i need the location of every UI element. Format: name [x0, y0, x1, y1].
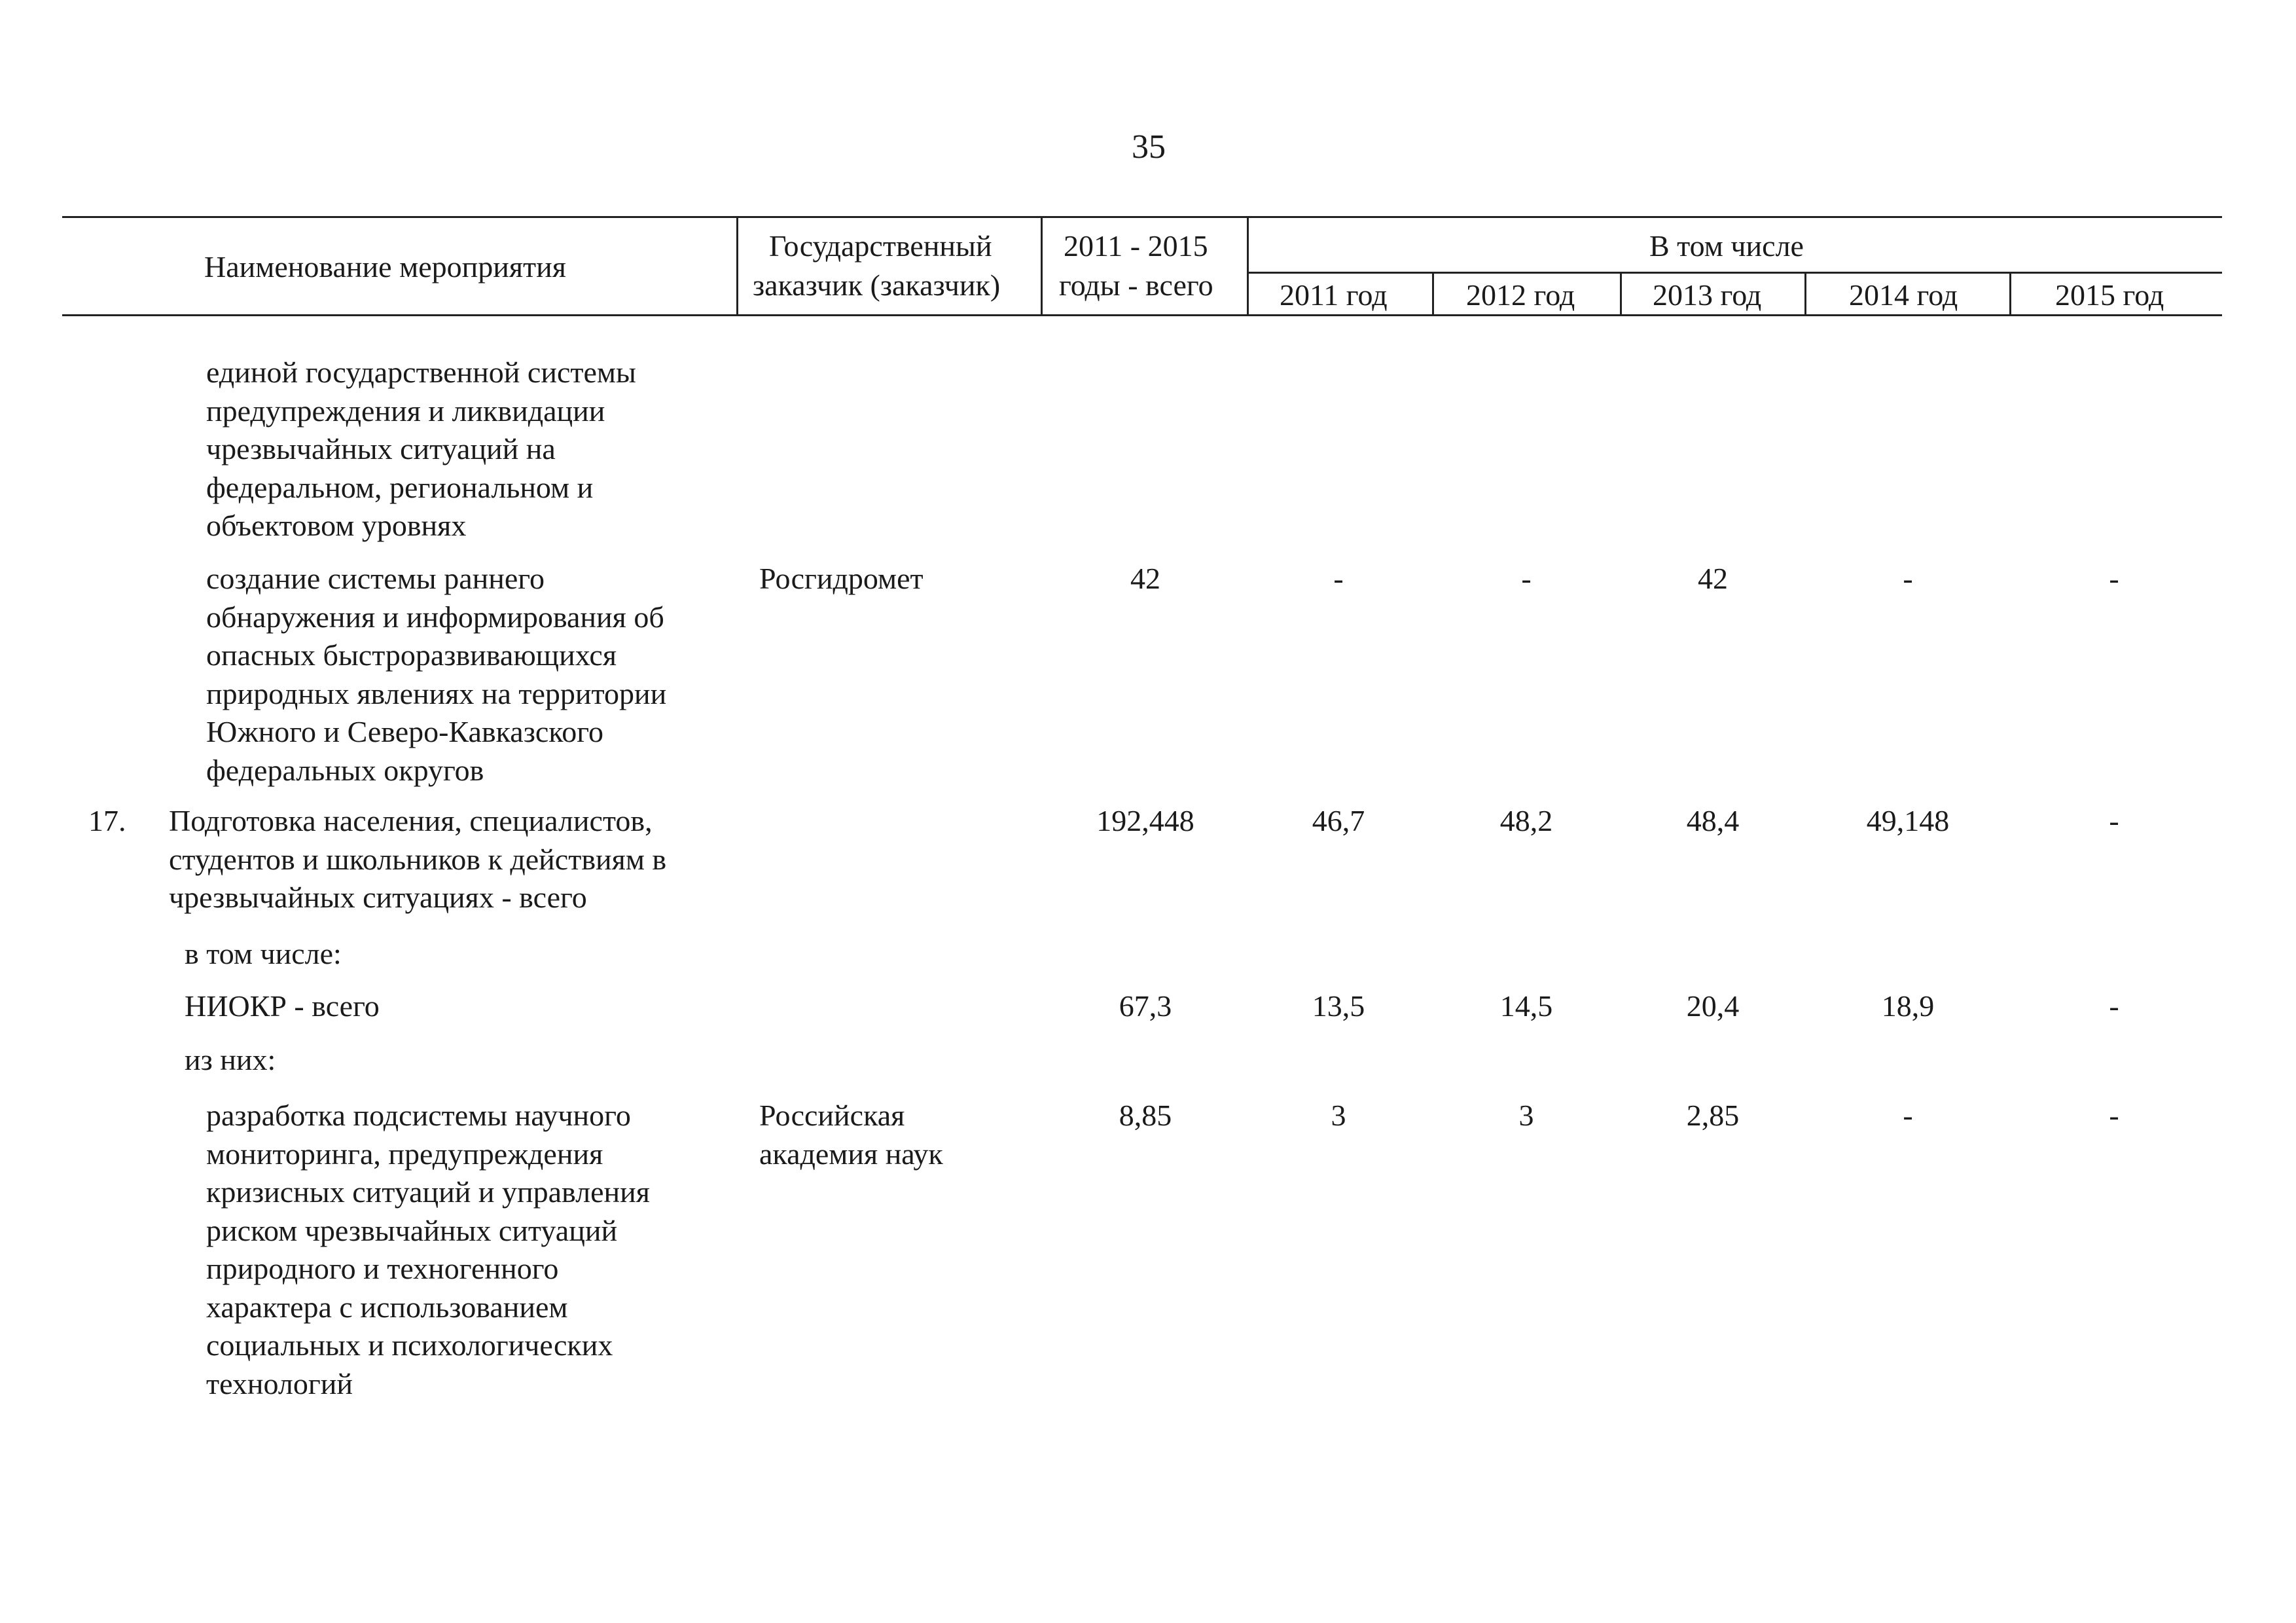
- row-1-total: 42: [1130, 562, 1160, 595]
- row-2-name-line: Подготовка населения, специалистов,: [169, 804, 653, 837]
- header-year-2015: 2015 год: [2055, 278, 2164, 312]
- row-2-2014: 49,148: [1866, 804, 1950, 837]
- row-3-name: в том числе:: [185, 937, 342, 970]
- row-6-2013: 2,85: [1686, 1099, 1740, 1132]
- row-2-name-line: студентов и школьников к действиям в: [169, 842, 667, 876]
- divider-2014-2015: [2009, 272, 2011, 314]
- row-6-customer: [759, 1097, 943, 1173]
- header-top-rule: [62, 216, 2222, 218]
- divider-2013-2014: [1804, 272, 1806, 314]
- row-1-2013: 42: [1698, 562, 1728, 595]
- row-1-name-line: Южного и Северо-Кавказского: [206, 715, 604, 748]
- row-1-2012: -: [1521, 562, 1532, 595]
- header-customer-line1: Государственный: [769, 229, 992, 263]
- row-4-2011: 13,5: [1312, 989, 1365, 1023]
- row-6-2015: -: [2109, 1099, 2119, 1132]
- row-6-customer-line: Российская: [759, 1099, 905, 1132]
- row-6-name-line: природного и техногенного: [206, 1252, 559, 1285]
- row-2-2012: 48,2: [1499, 804, 1553, 837]
- row-6-name-line: характера с использованием: [206, 1290, 568, 1324]
- divider-2012-2013: [1620, 272, 1622, 314]
- row-6-2011: 3: [1331, 1099, 1346, 1132]
- header-name: Наименование мероприятия: [204, 250, 566, 283]
- row-1-2015: -: [2109, 562, 2119, 595]
- row-0-name-line: единой государственной системы: [206, 356, 636, 389]
- header-year-2014: 2014 год: [1849, 278, 1958, 312]
- row-6-name-line: разработка подсистемы научного: [206, 1099, 631, 1132]
- divider-total-years: [1247, 216, 1249, 314]
- row-1-name-line: создание системы раннего: [206, 562, 545, 595]
- row-2-name-line: чрезвычайных ситуациях - всего: [169, 881, 587, 914]
- row-0-name-line: федеральном, региональном и: [206, 470, 594, 504]
- row-6-name-line: кризисных ситуаций и управления: [206, 1175, 650, 1209]
- header-bottom-rule: [62, 314, 2222, 316]
- row-1-customer: Росгидромет: [759, 562, 924, 595]
- row-1-name-line: опасных быстроразвивающихся: [206, 638, 617, 672]
- row-2-2015: -: [2109, 804, 2119, 837]
- row-4-2014: 18,9: [1881, 989, 1935, 1023]
- divider-2011-2012: [1432, 272, 1434, 314]
- divider-name-customer: [736, 216, 738, 314]
- row-5-name: из них:: [185, 1043, 276, 1076]
- header-total-line1: 2011 - 2015: [1064, 229, 1208, 263]
- row-1-name: [206, 560, 666, 790]
- row-1-name-line: федеральных округов: [206, 753, 484, 787]
- row-1-name-line: обнаружения и информирования об: [206, 600, 664, 634]
- row-6-customer-line: академия наук: [759, 1137, 943, 1171]
- row-0-name-line: предупреждения и ликвидации: [206, 393, 605, 428]
- row-2-name: [169, 802, 666, 917]
- row-6-name-line: мониторинга, предупреждения: [206, 1137, 603, 1171]
- header-including: В том числе: [1649, 229, 1804, 263]
- row-2-2011: 46,7: [1312, 804, 1365, 837]
- row-1-2011: -: [1333, 562, 1344, 595]
- row-0-name-line: объектовом уровнях: [206, 509, 467, 542]
- divider-customer-total: [1041, 216, 1043, 314]
- row-6-2012: 3: [1518, 1099, 1534, 1132]
- row-0-name-line: чрезвычайных ситуаций на: [206, 432, 556, 465]
- row-4-2012: 14,5: [1499, 989, 1553, 1023]
- row-6-name-line: социальных и психологических: [206, 1328, 613, 1362]
- row-6-2014: -: [1903, 1099, 1913, 1132]
- header-total-line2: годы - всего: [1059, 268, 1213, 302]
- header-sub-rule: [1247, 272, 2222, 274]
- header-year-2011: 2011 год: [1280, 278, 1388, 312]
- row-1-2014: -: [1903, 562, 1913, 595]
- row-4-name: НИОКР - всего: [185, 989, 380, 1023]
- row-0-name: [206, 354, 636, 545]
- row-4-2013: 20,4: [1686, 989, 1740, 1023]
- row-6-name-line: технологий: [206, 1366, 353, 1400]
- row-6-total: 8,85: [1119, 1099, 1172, 1132]
- page-number: 35: [1132, 128, 1166, 166]
- row-2-2013: 48,4: [1686, 804, 1740, 837]
- row-4-total: 67,3: [1119, 989, 1172, 1023]
- header-year-2012: 2012 год: [1466, 278, 1575, 312]
- header-year-2013: 2013 год: [1653, 278, 1762, 312]
- header-customer-line2: заказчик (заказчик): [753, 268, 1001, 302]
- row-1-name-line: природных явлениях на территории: [206, 676, 667, 710]
- row-6-name: [206, 1097, 650, 1403]
- row-4-2015: -: [2109, 989, 2119, 1023]
- row-6-name-line: риском чрезвычайных ситуаций: [206, 1213, 618, 1247]
- row-2-number: 17.: [88, 804, 126, 837]
- row-2-total: 192,448: [1096, 804, 1194, 837]
